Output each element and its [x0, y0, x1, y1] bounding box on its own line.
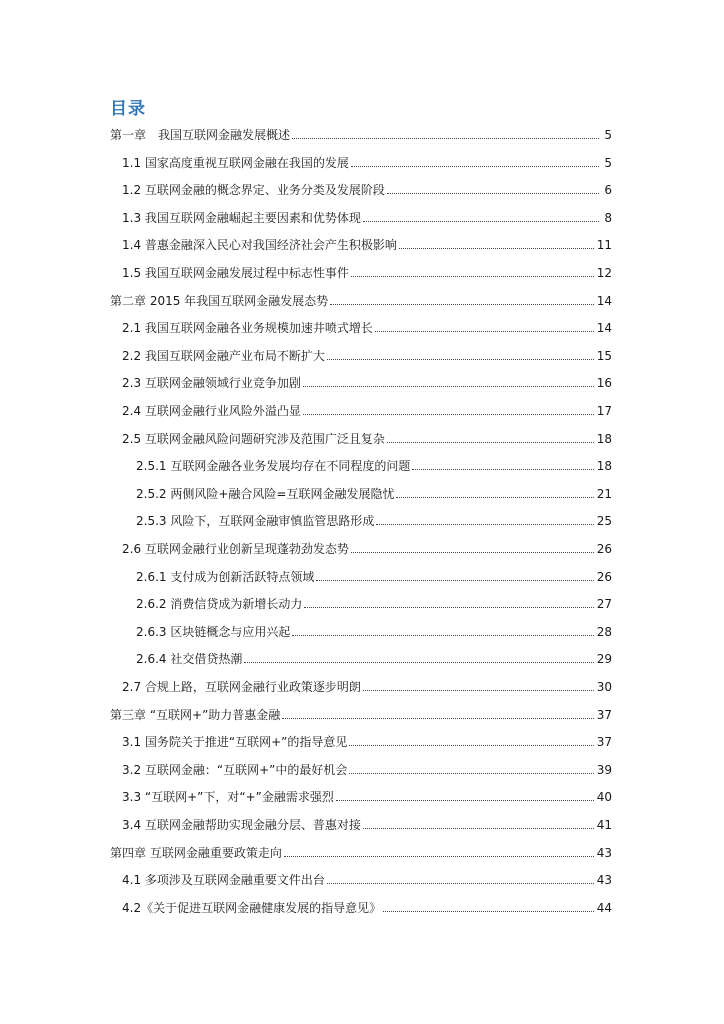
toc-page-number: 43 — [596, 873, 612, 888]
toc-page-number: 30 — [596, 680, 612, 694]
toc-entry[interactable] — [110, 703, 612, 723]
toc-dot-leader — [327, 883, 594, 884]
toc-entry-title: 4.1 多项涉及互联网金融重要文件出台 — [122, 873, 325, 888]
toc-entry[interactable] — [122, 316, 612, 336]
toc-entry-title: 2.1 我国互联网金融各业务规模加速井喷式增长 — [122, 321, 373, 336]
toc-entry-title: 第二章 2015 年我国互联网金融发展态势 — [110, 293, 329, 308]
toc-dot-leader — [244, 662, 593, 663]
toc-entry[interactable] — [136, 509, 612, 529]
toc-entry-title: 3.3 “互联网+”下，对“+”金融需求强烈 — [122, 790, 334, 805]
toc-entry[interactable] — [122, 896, 612, 916]
toc-page-number: 28 — [596, 624, 612, 639]
toc-entry[interactable] — [136, 565, 612, 585]
toc-dot-leader — [330, 304, 594, 305]
toc-dot-leader — [336, 800, 594, 801]
toc-entry[interactable] — [136, 620, 612, 640]
toc-page-number: 15 — [596, 348, 612, 363]
toc-entry[interactable] — [122, 151, 612, 171]
toc-page-number: 39 — [596, 762, 612, 777]
toc-entry[interactable] — [110, 841, 612, 861]
toc-entry[interactable] — [122, 675, 612, 695]
toc-entry-title: 1.5 我国互联网金融发展过程中标志性事件 — [122, 266, 349, 280]
toc-entry-title: 3.4 互联网金融帮助实现金融分层、普惠对接 — [122, 818, 361, 832]
toc-page-number: 26 — [596, 569, 612, 584]
toc-entry-title: 1.3 我国互联网金融崛起主要因素和优势体现 — [122, 210, 361, 225]
toc-page-number: 5 — [604, 155, 612, 170]
toc-entry-title: 2.6.4 社交借贷热潮 — [136, 652, 243, 667]
toc-entry-title: 2.7 合规上路，互联网金融行业政策逐步明朗 — [122, 680, 361, 694]
toc-entry-title: 3.1 国务院关于推进“互联网+”的指导意见 — [122, 735, 348, 750]
toc-entry-title: 2.6.1 支付成为创新活跃特点领域 — [136, 569, 315, 584]
toc-dot-leader — [284, 856, 594, 857]
toc-entry[interactable] — [122, 758, 612, 778]
toc-page-number: 37 — [596, 735, 612, 750]
toc-entry[interactable] — [122, 344, 612, 364]
toc-dot-leader — [412, 469, 593, 470]
toc-page-number: 26 — [596, 542, 612, 556]
toc-page-number: 40 — [596, 790, 612, 805]
toc-entry[interactable] — [122, 785, 612, 805]
toc-page-number: 14 — [596, 321, 612, 336]
toc-dot-leader — [376, 524, 593, 525]
toc-page-number: 44 — [596, 900, 612, 915]
toc-entry-title: 2.6.3 区块链概念与应用兴起 — [136, 624, 291, 639]
toc-page-number: 29 — [596, 652, 612, 667]
toc-entry-title: 2.5.1 互联网金融各业务发展均存在不同程度的问题 — [136, 459, 411, 474]
toc-dot-leader — [351, 552, 594, 553]
toc-dot-leader — [292, 138, 599, 139]
toc-entry[interactable] — [122, 261, 612, 281]
toc-entry[interactable] — [122, 206, 612, 226]
toc-entry-title: 2.6.2 消费信贷成为新增长动力 — [136, 597, 303, 612]
toc-entry[interactable] — [122, 427, 612, 447]
toc-entry[interactable] — [122, 537, 612, 557]
toc-entry-title: 2.6 互联网金融行业创新呈现蓬勃劲发态势 — [122, 542, 349, 556]
toc-entry[interactable] — [122, 868, 612, 888]
toc-entry-title: 第四章 互联网金融重要政策走向 — [110, 845, 282, 860]
toc-page-number: 27 — [596, 597, 612, 612]
toc-page-number: 8 — [604, 210, 612, 225]
toc-entry-title: 2.5.3 风险下，互联网金融审慎监管思路形成 — [136, 514, 375, 529]
toc-entry[interactable] — [122, 730, 612, 750]
toc-entry[interactable] — [136, 482, 612, 502]
toc-dot-leader — [316, 580, 593, 581]
toc-page-number: 37 — [596, 707, 612, 722]
toc-page-number: 5 — [604, 128, 612, 142]
toc-dot-leader — [327, 359, 594, 360]
toc-entry[interactable] — [122, 813, 612, 833]
toc-entry-title: 2.4 互联网金融行业风险外溢凸显 — [122, 404, 301, 418]
toc-entry-title: 1.4 普惠金融深入民心对我国经济社会产生积极影响 — [122, 238, 397, 253]
toc-page-number: 43 — [596, 845, 612, 860]
toc-entry-title: 2.5.2 两侧风险+融合风险=互联网金融发展隐忧 — [136, 486, 395, 501]
toc-entry[interactable] — [110, 123, 612, 143]
toc-dot-leader — [363, 828, 594, 829]
toc-entry[interactable] — [136, 592, 612, 612]
toc-entry[interactable] — [136, 454, 612, 474]
toc-title: 目录 — [110, 99, 146, 119]
toc-dot-leader — [303, 386, 594, 387]
toc-entry-title: 2.3 互联网金融领域行业竞争加剧 — [122, 376, 301, 391]
toc-entry-title: 4.2《关于促进互联网金融健康发展的指导意见》 — [122, 900, 382, 915]
toc-dot-leader — [399, 248, 594, 249]
toc-dot-leader — [303, 414, 594, 415]
toc-dot-leader — [304, 607, 593, 608]
toc-dot-leader — [363, 221, 599, 222]
toc-page-number: 41 — [596, 818, 612, 832]
toc-dot-leader — [349, 773, 593, 774]
toc-page-number: 17 — [596, 404, 612, 418]
toc-dot-leader — [363, 690, 594, 691]
toc-dot-leader — [292, 635, 593, 636]
toc-page-number: 18 — [596, 431, 612, 446]
toc-entry[interactable] — [122, 371, 612, 391]
toc-dot-leader — [375, 331, 594, 332]
toc-entry[interactable] — [110, 289, 612, 309]
toc-page-number: 14 — [596, 293, 612, 308]
toc-entry[interactable] — [122, 178, 612, 198]
toc-page-number: 25 — [596, 514, 612, 529]
toc-entry-title: 1.2 互联网金融的概念界定、业务分类及发展阶段 — [122, 183, 385, 198]
toc-entry[interactable] — [122, 399, 612, 419]
toc-dot-leader — [387, 193, 599, 194]
toc-dot-leader — [396, 497, 593, 498]
toc-dot-leader — [349, 745, 593, 746]
toc-page-number: 11 — [596, 238, 612, 253]
toc-entry-title: 第三章 “互联网+”助力普惠金融 — [110, 707, 281, 722]
toc-page-number: 16 — [596, 376, 612, 391]
toc-dot-leader — [387, 442, 594, 443]
toc-dot-leader — [383, 911, 594, 912]
toc-page-number: 18 — [596, 459, 612, 474]
toc-entry[interactable] — [136, 647, 612, 667]
toc-page-number: 6 — [604, 183, 612, 198]
toc-entry-title: 2.2 我国互联网金融产业布局不断扩大 — [122, 348, 325, 363]
toc-entry-title: 3.2 互联网金融：“互联网+”中的最好机会 — [122, 762, 348, 777]
toc-entry-title: 第一章 我国互联网金融发展概述 — [110, 128, 291, 142]
toc-page-number: 12 — [596, 266, 612, 280]
toc-dot-leader — [282, 718, 593, 719]
toc-page-number: 21 — [596, 486, 612, 501]
toc-entry[interactable] — [122, 233, 612, 253]
toc-entry-title: 2.5 互联网金融风险问题研究涉及范围广泛且复杂 — [122, 431, 385, 446]
toc-dot-leader — [351, 276, 594, 277]
toc-dot-leader — [351, 166, 599, 167]
toc-entry-title: 1.1 国家高度重视互联网金融在我国的发展 — [122, 155, 349, 170]
